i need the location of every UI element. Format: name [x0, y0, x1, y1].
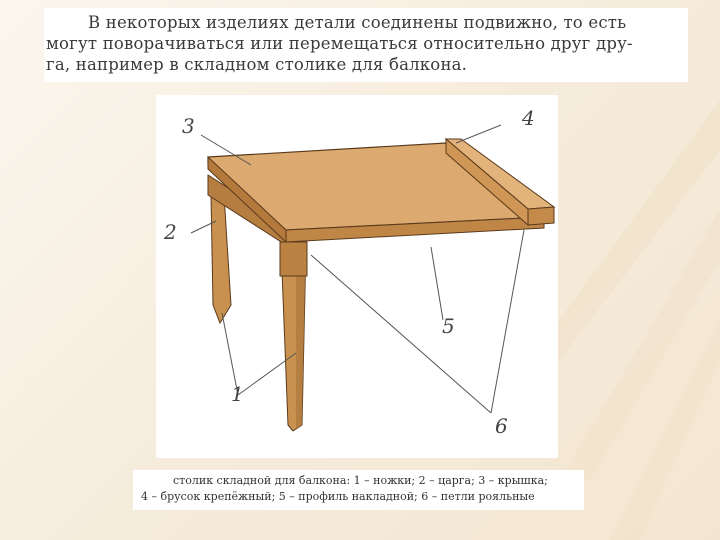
- caption-line-2: 4 – брусок крепёжный; 5 – профиль накладной; 6 – петли рояльные: [141, 490, 535, 503]
- title-line-1: В некоторых изделиях детали соединены подвижно, то есть: [88, 13, 627, 32]
- caption-line-1: столик складной для балкона: 1 – ножки; 2 – царга; 3 – крышка;: [173, 474, 548, 487]
- label-1: 1: [231, 382, 244, 406]
- label-5: 5: [442, 314, 455, 338]
- label-3: 3: [182, 114, 195, 138]
- back-leg: [211, 195, 231, 323]
- figure-box: [156, 95, 558, 458]
- label-4: 4: [522, 106, 535, 130]
- title-text: [44, 8, 688, 75]
- title-box: [44, 8, 688, 82]
- leg-block: [280, 242, 307, 276]
- title-line-2: могут поворачиваться или перемещаться относительно друг дру-: [46, 34, 633, 53]
- label-2: 2: [164, 220, 177, 244]
- title-line-3: га, например в складном столике для балкона.: [46, 55, 468, 74]
- mounting-bar-front: [528, 207, 554, 225]
- label-6: 6: [495, 414, 508, 438]
- folding-table-illustration: [156, 95, 558, 458]
- caption-box: [133, 470, 584, 510]
